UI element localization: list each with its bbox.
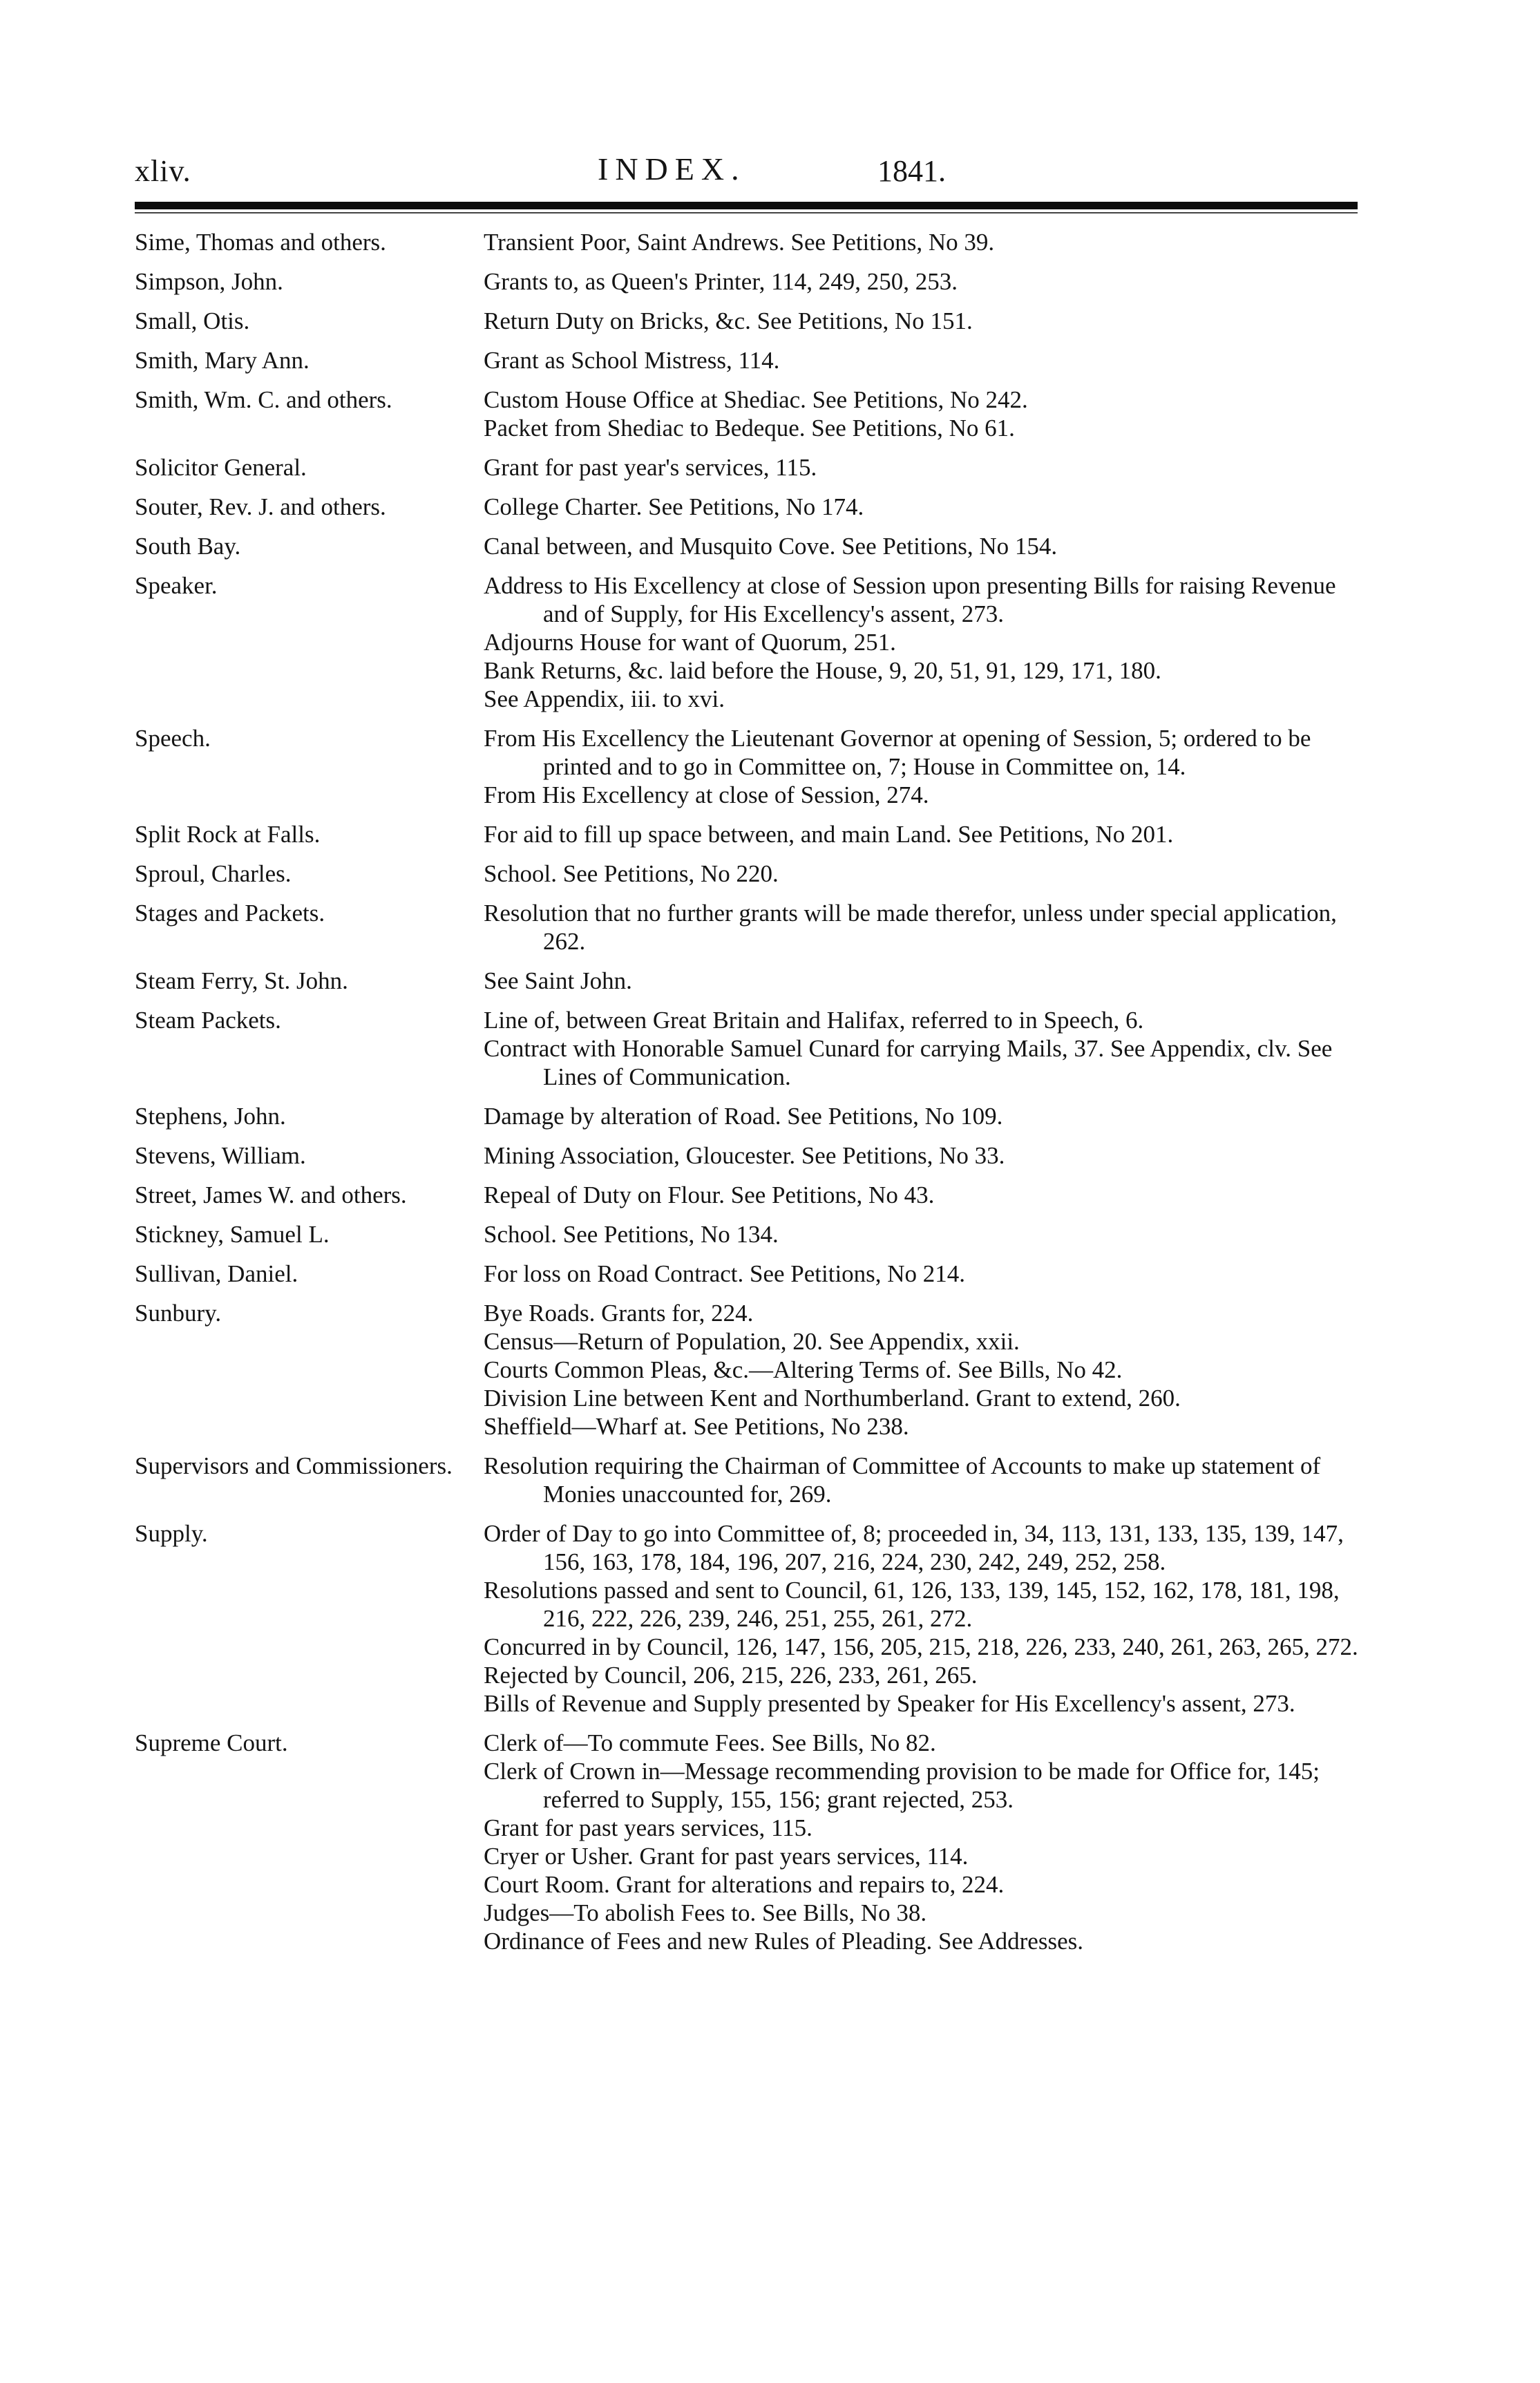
entry-references — [484, 1452, 1365, 1508]
entry-term: Sullivan, Daniel. — [135, 1260, 298, 1287]
header-rule-thin — [135, 212, 1358, 213]
entry-references — [484, 493, 1365, 521]
entry-reference: Court Room. Grant for alterations and repairs to, 224. — [484, 1871, 1005, 1898]
entry-references — [484, 571, 1365, 713]
entry-reference: Resolution that no further grants will be made therefor, unless under special application, 262. — [484, 900, 1337, 955]
entry-references — [484, 1299, 1365, 1441]
entry-reference: Division Line between Kent and Northumberland. Grant to extend, 260. — [484, 1385, 1181, 1412]
page-header — [135, 144, 1358, 192]
entry-term: South Bay. — [135, 533, 241, 560]
entry-term: Simpson, John. — [135, 268, 283, 295]
index-entry — [135, 267, 1365, 296]
index-entry — [135, 860, 1365, 888]
entry-reference: Rejected by Council, 206, 215, 226, 233, 261, 265. — [484, 1662, 978, 1689]
entry-reference: Ordinance of Fees and new Rules of Pleading. See Addresses. — [484, 1928, 1083, 1955]
entry-reference: Bye Roads. Grants for, 224. — [484, 1300, 754, 1327]
entry-reference: Resolutions passed and sent to Council, 61, 126, 133, 139, 145, 152, 162, 178, 181, 198, 216, 222, 226, 239, 246, 251, 255, 261, 272. — [484, 1577, 1340, 1632]
entry-reference: Canal between, and Musquito Cove. See Petitions, No 154. — [484, 533, 1058, 560]
entry-reference: Contract with Honorable Samuel Cunard for carrying Mails, 37. See Appendix, clv. See Lines of Communication. — [484, 1035, 1333, 1090]
entry-reference: College Charter. See Petitions, No 174. — [484, 493, 864, 520]
entry-reference: Courts Common Pleas, &c.—Altering Terms of. See Bills, No 42. — [484, 1356, 1123, 1383]
entry-reference: See Appendix, iii. to xvi. — [484, 685, 725, 712]
entry-references — [484, 724, 1365, 809]
entry-term: Speech. — [135, 725, 211, 752]
entry-reference: Concurred in by Council, 126, 147, 156, 205, 215, 218, 226, 233, 240, 261, 263, 265, 272. — [484, 1633, 1358, 1660]
entry-reference: Damage by alteration of Road. See Petitions, No 109. — [484, 1103, 1003, 1130]
entry-references — [484, 1729, 1365, 1955]
entry-reference: Grant as School Mistress, 114. — [484, 347, 780, 374]
entry-reference: Mining Association, Gloucester. See Petitions, No 33. — [484, 1142, 1005, 1169]
index-entry — [135, 1006, 1365, 1091]
entry-references — [484, 1181, 1365, 1209]
entry-reference: Transient Poor, Saint Andrews. See Petitions, No 39. — [484, 229, 995, 256]
index-entry — [135, 453, 1365, 482]
index-entry — [135, 493, 1365, 521]
entry-reference: Address to His Excellency at close of Session upon presenting Bills for raising Revenue and of Supply, for His Excellency's assent, 273. — [484, 572, 1336, 627]
entry-term: Smith, Mary Ann. — [135, 347, 310, 374]
index-entry — [135, 307, 1365, 335]
entry-reference: Order of Day to go into Committee of, 8; proceeded in, 34, 113, 131, 133, 135, 139, 147, 156, 163, 178, 184, 196, 207, 216, 224, 230, 242, 249, 252, 258. — [484, 1520, 1344, 1575]
entry-reference: Grants to, as Queen's Printer, 114, 249, 250, 253. — [484, 268, 958, 295]
entry-term: Solicitor General. — [135, 454, 307, 481]
entry-references — [484, 1006, 1365, 1091]
entry-term: Sime, Thomas and others. — [135, 229, 386, 256]
index-entry — [135, 228, 1365, 256]
index-entry — [135, 1519, 1365, 1718]
entry-reference: Clerk of Crown in—Message recommending provision to be made for Office for, 145; referred to Supply, 155, 156; grant rejected, 253. — [484, 1758, 1320, 1813]
entry-references — [484, 346, 1365, 374]
entry-term: Split Rock at Falls. — [135, 821, 321, 848]
entry-term: Smith, Wm. C. and others. — [135, 386, 392, 413]
index-entry — [135, 1729, 1365, 1955]
entry-references — [484, 1519, 1365, 1718]
entry-term: Street, James W. and others. — [135, 1181, 407, 1208]
index-entry — [135, 1299, 1365, 1441]
entry-reference: Line of, between Great Britain and Halifax, referred to in Speech, 6. — [484, 1007, 1144, 1034]
entry-reference: Census—Return of Population, 20. See Appendix, xxii. — [484, 1328, 1020, 1355]
entry-reference: Bills of Revenue and Supply presented by Speaker for His Excellency's assent, 273. — [484, 1690, 1295, 1717]
header-rule — [135, 202, 1358, 209]
entry-reference: Repeal of Duty on Flour. See Petitions, No 43. — [484, 1181, 935, 1208]
index-entry — [135, 724, 1365, 809]
entry-reference: Clerk of—To commute Fees. See Bills, No 82. — [484, 1729, 936, 1756]
entry-reference: Grant for past years services, 115. — [484, 1814, 812, 1841]
entry-references — [484, 453, 1365, 482]
entry-term: Sproul, Charles. — [135, 860, 292, 887]
page-number: xliv. — [135, 154, 191, 188]
index-entry — [135, 1260, 1365, 1288]
entry-references — [484, 307, 1365, 335]
entry-term: Stickney, Samuel L. — [135, 1221, 330, 1248]
entry-reference: Bank Returns, &c. laid before the House, 9, 20, 51, 91, 129, 171, 180. — [484, 657, 1161, 684]
entry-reference: Return Duty on Bricks, &c. See Petitions, No 151. — [484, 307, 973, 334]
entry-reference: Adjourns House for want of Quorum, 251. — [484, 629, 896, 656]
index-entry — [135, 1102, 1365, 1130]
entry-reference: School. See Petitions, No 220. — [484, 860, 779, 887]
entry-references — [484, 386, 1365, 442]
entry-term: Supervisors and Commissioners. — [135, 1452, 453, 1479]
entry-term: Souter, Rev. J. and others. — [135, 493, 386, 520]
entry-reference: Resolution requiring the Chairman of Committee of Accounts to make up statement of Monies unaccounted for, 269. — [484, 1452, 1321, 1508]
entry-reference: Judges—To abolish Fees to. See Bills, No 38. — [484, 1899, 927, 1926]
entry-reference: Grant for past year's services, 115. — [484, 454, 817, 481]
entry-references — [484, 228, 1365, 256]
entry-references — [484, 899, 1365, 956]
entry-reference: For aid to fill up space between, and main Land. See Petitions, No 201. — [484, 821, 1174, 848]
entry-references — [484, 820, 1365, 848]
index-entry — [135, 1452, 1365, 1508]
index-entry — [135, 820, 1365, 848]
entry-term: Speaker. — [135, 572, 218, 599]
entry-reference: From His Excellency the Lieutenant Governor at opening of Session, 5; ordered to be printed and to go in Committee on, 7; House in Committee on, 14. — [484, 725, 1311, 780]
index-entry — [135, 571, 1365, 713]
entry-reference: From His Excellency at close of Session, 274. — [484, 781, 929, 808]
entry-term: Small, Otis. — [135, 307, 250, 334]
entry-reference: Packet from Shediac to Bedeque. See Petitions, No 61. — [484, 415, 1015, 442]
entry-reference: School. See Petitions, No 134. — [484, 1221, 779, 1248]
entry-term: Steam Ferry, St. John. — [135, 967, 348, 994]
entry-term: Sunbury. — [135, 1300, 222, 1327]
entry-references — [484, 1260, 1365, 1288]
index-entry — [135, 346, 1365, 374]
index-entry — [135, 1141, 1365, 1170]
entry-reference: Custom House Office at Shediac. See Petitions, No 242. — [484, 386, 1028, 413]
entry-reference: See Saint John. — [484, 967, 632, 994]
entry-reference: Sheffield—Wharf at. See Petitions, No 238. — [484, 1413, 909, 1440]
page-title: INDEX. — [598, 151, 746, 187]
entry-references — [484, 1102, 1365, 1130]
index-entry — [135, 532, 1365, 560]
entry-term: Stages and Packets. — [135, 900, 325, 927]
entry-references — [484, 532, 1365, 560]
entry-references — [484, 967, 1365, 995]
entry-references — [484, 860, 1365, 888]
entry-references — [484, 1141, 1365, 1170]
entry-term: Steam Packets. — [135, 1007, 281, 1034]
index-entries — [135, 228, 1365, 1966]
entry-references — [484, 267, 1365, 296]
page-year: 1841. — [877, 154, 946, 188]
entry-reference: For loss on Road Contract. See Petitions, No 214. — [484, 1260, 966, 1287]
entry-term: Stephens, John. — [135, 1103, 286, 1130]
entry-term: Stevens, William. — [135, 1142, 306, 1169]
index-entry — [135, 899, 1365, 956]
index-entry — [135, 967, 1365, 995]
entry-reference: Cryer or Usher. Grant for past years services, 114. — [484, 1843, 969, 1870]
index-entry — [135, 1181, 1365, 1209]
entry-references — [484, 1220, 1365, 1249]
index-entry — [135, 386, 1365, 442]
entry-term: Supreme Court. — [135, 1729, 288, 1756]
index-entry — [135, 1220, 1365, 1249]
entry-term: Supply. — [135, 1520, 208, 1547]
